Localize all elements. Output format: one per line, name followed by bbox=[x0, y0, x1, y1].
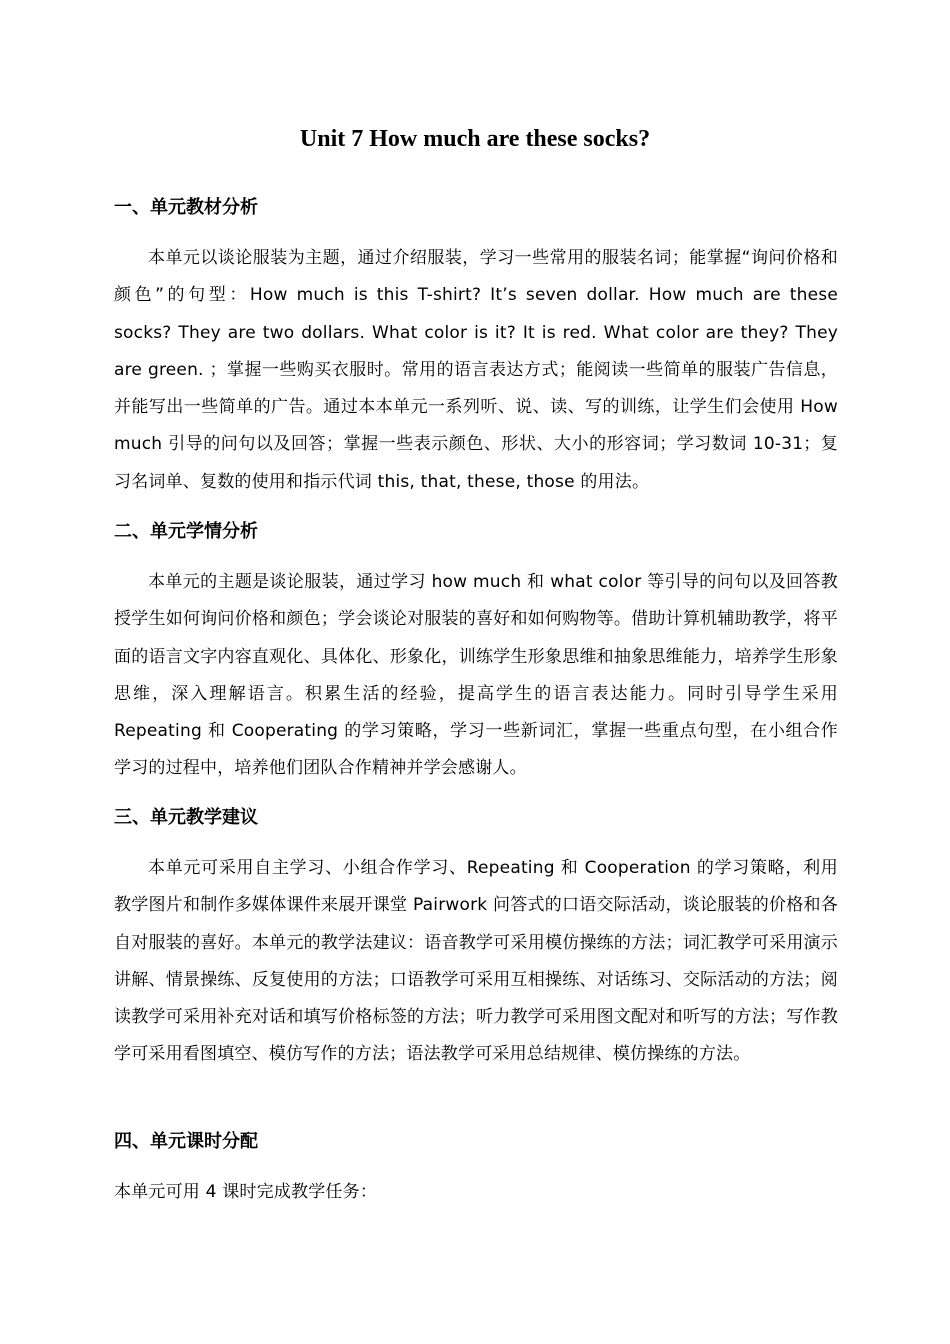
section-body-teaching-suggestions: 本单元可采用自主学习、小组合作学习、Repeating 和 Cooperation 的学习策略，利用教学图片和制作多媒体课件来展开课堂 Pairwork 问答式的口语交际活动，谈论服装的价格和各自对服装的喜好。本单元的教学法建议：语音教学可采用模仿操练的方法；词汇教学可采用演示讲解、情景操练、反复使用的方法；口语教学可采用互相操练、对话练习、交际活动的方法；阅读教学可采用补充对话和填写价格标签的方法；听力教学可采用图文配对和听写的方法；写作教学可采用看图填空、模仿写作的方法；语法教学可采用总结规律、模仿操练的方法。 bbox=[114, 858, 838, 1065]
section-heading-teaching-suggestions: 三、单元教学建议 bbox=[114, 807, 258, 828]
section-body-learner-analysis: 本单元的主题是谈论服装，通过学习 how much 和 what color 等引导的问句以及回答教授学生如何询问价格和颜色；学会谈论对服装的喜好和如何购物等。借助计算机辅助教学，将平面的语言文字内容直观化、具体化、形象化，训练学生形象思维和抽象思维能力，培养学生形象思维，深入理解语言。积累生活的经验，提高学生的语言表达能力。同时引导学生采用 Repeating 和 Cooperating 的学习策略，学习一些新词汇，掌握一些重点句型，在小组合作学习的过程中，培养他们团队合作精神并学会感谢人。 bbox=[114, 572, 838, 779]
section-heading-lesson-allocation: 四、单元课时分配 bbox=[114, 1131, 258, 1152]
document-title: Unit 7 How much are these socks? bbox=[299, 126, 651, 152]
section-body-lesson-allocation: 本单元可用 4 课时完成教学任务： bbox=[114, 1182, 378, 1202]
section-heading-textbook-analysis: 一、单元教材分析 bbox=[114, 197, 258, 218]
section-body-textbook-analysis: 本单元以谈论服装为主题，通过介绍服装，学习一些常用的服装名词；能掌握“询问价格和颜色”的句型：How much is this T-shirt? It’s seven dollar. How much are these socks? They are two dollars. What color is it? It is red. What color are they? They are green. ；掌握一些购买衣服时。常用的语言表达方式；能阅读一些简单的服装广告信息，并能写出一些简单的广告。通过本本单元一系列听、说、读、写的训练，让学生们会使用 How much 引导的问句以及回答；掌握一些表示颜色、形状、大小的形容词；学习数词 10-31；复习名词单、复数的使用和指示代词 this, that, these, those 的用法。 bbox=[114, 248, 838, 492]
section-heading-learner-analysis: 二、单元学情分析 bbox=[114, 521, 258, 542]
